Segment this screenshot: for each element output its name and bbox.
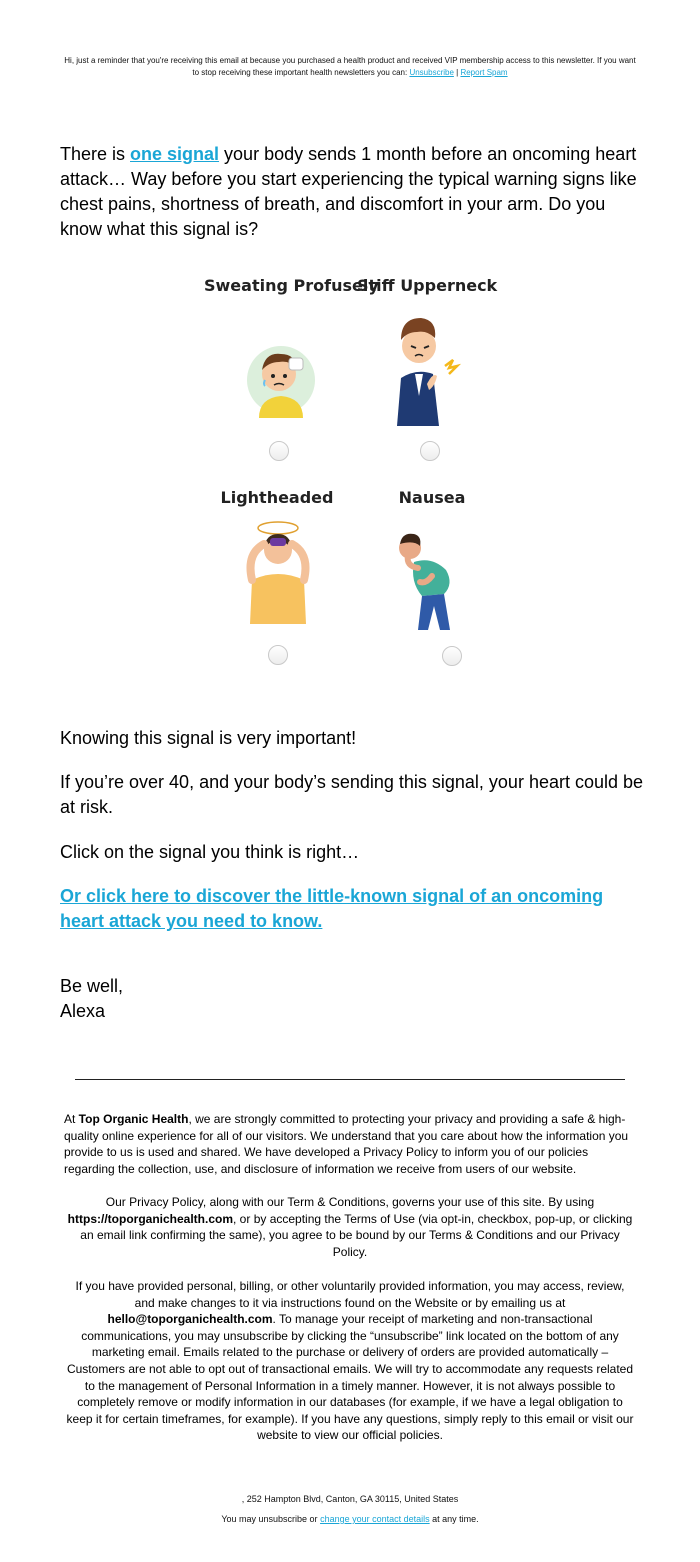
one-signal-link[interactable]: one signal	[130, 144, 220, 164]
footer-text: You may unsubscribe or	[221, 1514, 321, 1524]
report-spam-link[interactable]: Report Spam	[460, 68, 508, 77]
quiz-option-label: Lightheaded	[220, 488, 334, 507]
quiz-option-label: Nausea	[398, 488, 466, 507]
website-url: https://toporganichealth.com	[67, 1211, 234, 1226]
intro-text-after: your body sends 1 month before an oncoming heart attack… Way before you start experiencing the typical warning signs like chest pains, shortness of breath, and discomfort in your arm. Do you know what this signal is?	[60, 144, 637, 239]
footer-text: , or by accepting the Terms of Use (via opt-in, checkbox, pop-up, or clicking an email link confirming the same), you agree to be bound by our Terms & Conditions and our Privacy Policy.	[80, 1211, 633, 1259]
footer-paragraph-3	[64, 1278, 636, 1444]
quiz-option-stiff-neck[interactable]	[357, 276, 498, 295]
mailing-address: , 252 Hampton Blvd, Canton, GA 30115, United States	[241, 1494, 459, 1504]
signature	[60, 974, 645, 1024]
stiff-neck-man-icon	[387, 306, 467, 426]
preheader-separator: |	[456, 68, 459, 77]
footer-text: . To manage your receipt of marketing and non-transactional communications, you may unsubscribe by clicking the “unsubscribe” link located on the bottom of any marketing email. Emails related to the purchase or delivery of orders are provided automatically – Customers are not able to opt out of transactional emails. We will try to accommodate any requests related to the management of Personal Information in a timely manner. However, it is not always possible to completely remove or modify information in our databases (for example, if we have a legal obligation to keep it for certain timeframes, for example). If you have any questions, simply reply to this email or visit our website to view our official policies.	[66, 1312, 634, 1443]
footer-text: At	[64, 1112, 79, 1126]
footer-paragraph-2	[64, 1194, 636, 1260]
signoff: Be well,	[60, 976, 124, 996]
quiz-radio-nausea[interactable]	[442, 646, 462, 666]
quiz-option-label: Stiff Upperneck	[357, 276, 498, 295]
brand-name: Top Organic Health	[78, 1112, 189, 1126]
body-paragraph-1: Knowing this signal is very important!	[60, 728, 357, 748]
change-contact-details-link[interactable]: change your contact details	[320, 1514, 430, 1524]
quiz-option-nausea[interactable]	[372, 488, 492, 507]
footer-text: Our Privacy Policy, along with our Term & Conditions, governs your use of this site. By using	[105, 1195, 595, 1209]
intro-text-before: There is	[60, 144, 131, 164]
unsubscribe-line	[0, 1514, 700, 1524]
footer-divider	[75, 1079, 625, 1080]
quiz-radio-sweating[interactable]	[269, 441, 289, 461]
signal-quiz-image	[112, 258, 580, 698]
quiz-option-label: Sweating Profusely	[204, 276, 379, 295]
quiz-radio-lightheaded[interactable]	[268, 645, 288, 665]
footer-text: at any time.	[429, 1514, 479, 1524]
body-paragraph-3: Click on the signal you think is right…	[60, 842, 360, 862]
unsubscribe-link[interactable]: Unsubscribe	[409, 68, 454, 77]
footer-text: , we are strongly committed to protecting your privacy and providing a safe & high-quality online experience for all of our visitors. We understand that you care about how the information you provide to us is used and shared. We have developed a Privacy Policy to inform you of our policies regarding the collection, use, and disclosure of information we receive from users of our website.	[64, 1112, 629, 1176]
quiz-option-lightheaded[interactable]	[212, 488, 342, 507]
preheader-text: Hi, just a reminder that you're receiving this email at because you purchased a health product and received VIP membership access to this newsletter. If you want to stop receiving these important health newsletters you can:	[64, 56, 636, 77]
preheader	[60, 55, 640, 79]
contact-email: hello@toporganichealth.com	[107, 1312, 273, 1327]
footer-paragraph-1	[64, 1111, 636, 1177]
nauseous-man-icon	[392, 526, 464, 630]
body-paragraph-2: If you’re over 40, and your body’s sending this signal, your heart could be at risk.	[60, 772, 644, 817]
cta-link[interactable]: Or click here to discover the little-known signal of an oncoming heart attack you need to know.	[60, 886, 604, 931]
sender-name: Alexa	[60, 1001, 106, 1021]
quiz-option-sweating[interactable]	[204, 276, 379, 295]
intro-paragraph	[60, 142, 645, 242]
cta-paragraph	[60, 884, 645, 934]
footer-text: If you have provided personal, billing, or other voluntarily provided information, you may access, review, and make changes to it via instructions found on the Website or by emailing us at	[75, 1279, 625, 1310]
quiz-radio-stiff-neck[interactable]	[420, 441, 440, 461]
dizzy-man-icon	[240, 518, 316, 624]
sweating-man-icon	[245, 340, 317, 420]
